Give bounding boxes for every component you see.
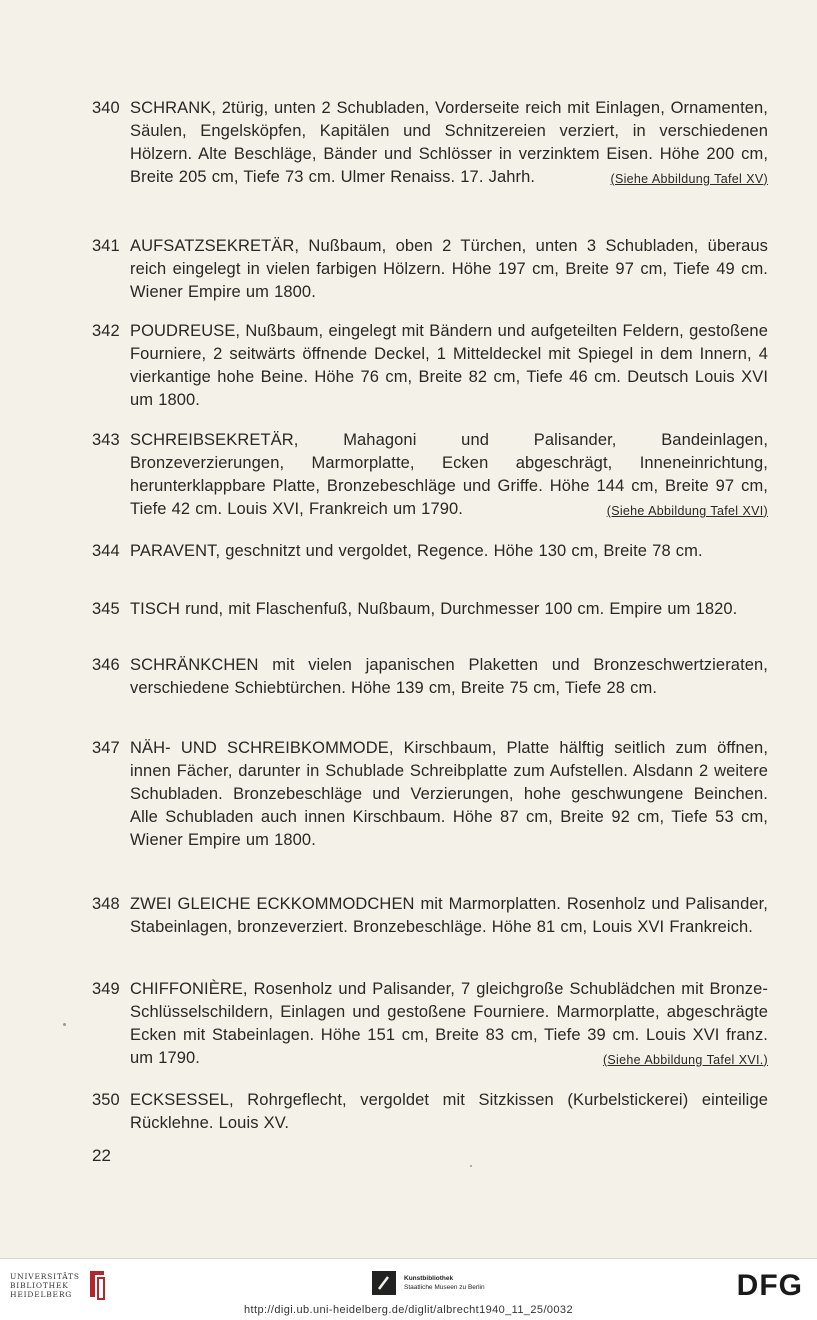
catalog-entry-350 (92, 1089, 768, 1135)
catalog-entry-346 (92, 654, 768, 700)
kunstbibliothek-logo[interactable] (372, 1271, 485, 1295)
entry-number: 345 (92, 600, 120, 618)
entry-number: 346 (92, 656, 120, 674)
dfg-logo[interactable]: DFG (736, 1269, 803, 1302)
permalink-url[interactable]: http://digi.ub.uni-heidelberg.de/diglit/albrecht1940_11_25/0032 (244, 1304, 573, 1316)
university-library-logo[interactable] (10, 1269, 108, 1301)
entry-text (130, 978, 768, 1070)
plate-reference: (Siehe Abbildung Tafel XV ) (611, 168, 769, 191)
entry-description: CHIFFONIÈRE, Rosenholz und Palisander, 7 gleichgroße Schublädchen mit Bronze-Schlüsselschildern, Einlagen und gestoßene Fourniere. Marmorplatte, abgeschrägte Ecken mit Stabeinlagen. Höhe 151 cm, Breite 83 cm, Tiefe 39 cm. Louis XVI franz. um 1790. (130, 980, 768, 1067)
entry-number: 349 (92, 980, 120, 998)
catalog-entry-340 (92, 97, 768, 191)
entry-description: PARAVENT, geschnitzt und vergoldet, Regence. Höhe 130 cm, Breite 78 cm. (130, 542, 703, 560)
entry-description: NÄH- UND SCHREIBKOMMODE, Kirschbaum, Platte hälftig seitlich zum öffnen, innen Fächer, darunter in Schublade Schreibplatte zum Aufstellen. Alsdann 2 weitere Schubladen. Bronzebeschläge und Verzierungen, hohe geschwungene Beinchen. Alle Schubladen auch innen Kirschbaum. Höhe 87 cm, Breite 92 cm, Tiefe 53 cm, Wiener Empire um 1800. (130, 739, 768, 849)
entry-text (130, 540, 768, 563)
entry-description: SCHREIBSEKRETÄR, Mahagoni und Palisander, Bandeinlagen, Bronzeverzierungen, Marmorplatte, Ecken abgeschrägt, Inneneinrichtung, herunterklappbare Platte, Bronzebeschläge und Griffe. Höhe 144 cm, Breite 97 cm, Tiefe 42 cm. Louis XVI, Frankreich um 1790. (130, 431, 768, 518)
page-number: 22 (92, 1146, 111, 1165)
catalog-entry-342 (92, 320, 768, 412)
catalog-entry-343 (92, 429, 768, 523)
entry-text (130, 235, 768, 304)
catalog-entry-344 (92, 540, 768, 563)
entry-description: POUDREUSE, Nußbaum, eingelegt mit Bändern und aufgeteilten Feldern, gestoßene Fourniere, 2 seitwärts öffnende Deckel, 1 Mitteldeckel mit Spiegel in dem Innern, 4 vierkantige hohe Beine. Höhe 76 cm, Breite 82 cm, Tiefe 46 cm. Deutsch Louis XVI um 1800. (130, 322, 768, 409)
entry-description: AUFSATZSEKRETÄR, Nußbaum, oben 2 Türchen, unten 3 Schubladen, überaus reich eingelegt in vielen farbigen Hölzern. Höhe 197 cm, Breite 97 cm, Tiefe 49 cm. Wiener Empire um 1800. (130, 237, 768, 301)
entry-text (130, 97, 768, 189)
entry-text (130, 893, 768, 939)
entry-number: 350 (92, 1091, 120, 1109)
university-emblem-icon (86, 1269, 108, 1301)
entry-description: SCHRANK, 2türig, unten 2 Schubladen, Vorderseite reich mit Einlagen, Ornamenten, Säulen, Engelsköpfen, Kapitälen und Schnitzereien verziert, in verschiedenen Hölzern. Alte Beschläge, Bänder und Schlösser in verzinktem Eisen. Höhe 200 cm, Breite 205 cm, Tiefe 73 cm. Ulmer Renaiss. 17. Jahrh. (130, 99, 768, 186)
catalog-entry-349 (92, 978, 768, 1072)
entry-number: 343 (92, 431, 120, 449)
catalog-entry-348 (92, 893, 768, 939)
kunstbibliothek-emblem-icon (372, 1271, 396, 1295)
entry-number: 348 (92, 895, 120, 913)
entry-number: 347 (92, 739, 120, 757)
catalog-entry-341 (92, 235, 768, 304)
entry-number: 342 (92, 322, 120, 340)
plate-reference: (Siehe Abbildung Tafel XVI ) (607, 500, 768, 523)
entry-text (130, 737, 768, 852)
plate-reference: (Siehe Abbildung Tafel XVI. ) (603, 1049, 768, 1072)
entry-number: 341 (92, 237, 120, 255)
kunstbibliothek-text: Kunstbibliothek Staatliche Museen zu Berlin (404, 1275, 485, 1291)
entry-text (130, 654, 768, 700)
viewer-footer (0, 1258, 817, 1320)
entry-text (130, 598, 768, 621)
entry-text (130, 429, 768, 521)
entry-number: 344 (92, 542, 120, 560)
paper-speck (63, 1023, 66, 1026)
entry-text (130, 320, 768, 412)
catalog-entry-345 (92, 598, 768, 621)
entry-text (130, 1089, 768, 1135)
university-library-name: UNIVERSITÄTS BIBLIOTHEK HEIDELBERG (10, 1271, 80, 1299)
catalog-entry-347 (92, 737, 768, 852)
entry-number: 340 (92, 99, 120, 117)
entry-description: ZWEI GLEICHE ECKKOMMODCHEN mit Marmorplatten. Rosenholz und Palisander, Stabeinlagen, bronzeverziert. Bronzebeschläge. Höhe 81 cm, Louis XVI Frankreich. (130, 895, 768, 936)
entry-description: SCHRÄNKCHEN mit vielen japanischen Plaketten und Bronzeschwertzieraten, verschiedene Schiebtürchen. Höhe 139 cm, Breite 75 cm, Tiefe 28 cm. (130, 656, 768, 697)
entry-description: ECKSESSEL, Rohrgeflecht, vergoldet mit Sitzkissen (Kurbelstickerei) einteilige Rücklehne. Louis XV. (130, 1091, 768, 1132)
paper-speck (470, 1165, 472, 1167)
entry-description: TISCH rund, mit Flaschenfuß, Nußbaum, Durchmesser 100 cm. Empire um 1820. (130, 600, 738, 618)
